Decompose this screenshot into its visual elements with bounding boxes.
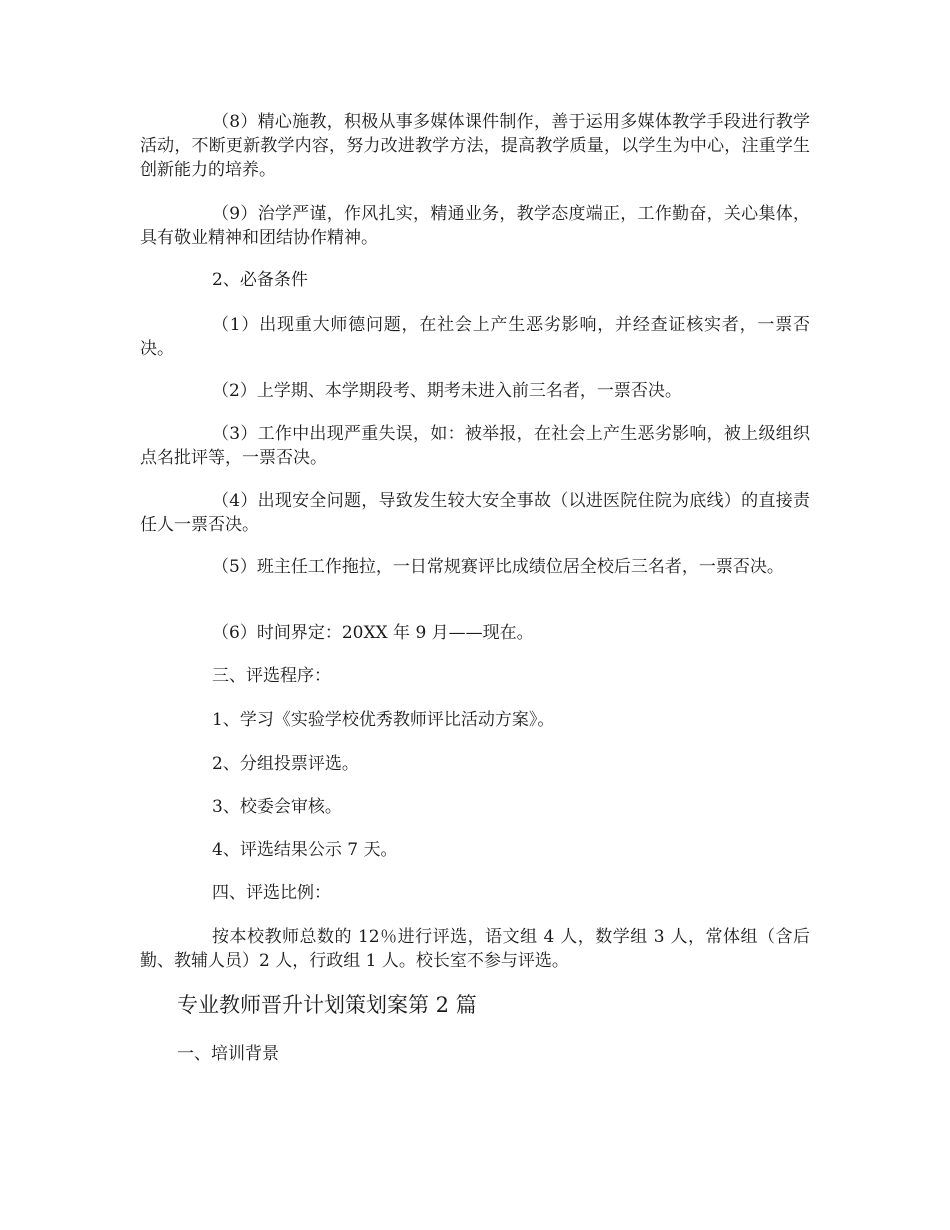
- paragraph-condition-3: （3）工作中出现严重失误，如：被举报，在社会上产生恶劣影响，被上级组织点名批评等，一票否决。: [140, 424, 810, 468]
- paragraph-procedure-4: 4、评选结果公示 7 天。: [212, 840, 398, 860]
- paragraph-condition-2: （2）上学期、本学期段考、期考未进入前三名者，一票否决。: [212, 381, 682, 401]
- paragraph-required-conditions: 2、必备条件: [212, 270, 308, 290]
- paragraph-criterion-8: （8）精心施教，积极从事多媒体课件制作，善于运用多媒体教学手段进行教学活动，不断更新教学内容，努力改进教学方法，提高教学质量，以学生为中心，注重学生创新能力的培养。: [140, 112, 810, 180]
- paragraph-procedure-1: 1、学习《实验学校优秀教师评比活动方案》。: [212, 710, 555, 730]
- paragraph-condition-4: （4）出现安全问题，导致发生较大安全事故（以进医院住院为底线）的直接责任人一票否决。: [140, 491, 810, 535]
- paragraph-ratio-details: 按本校教师总数的 12％进行评选，语文组 4 人，数学组 3 人，常体组（含后勤、教辅人员）2 人，行政组 1 人。校长室不参与评选。: [140, 927, 810, 971]
- paragraph-condition-6: （6）时间界定：20XX 年 9 月——现在。: [212, 623, 534, 643]
- paragraph-selection-ratio: 四、评选比例：: [212, 883, 331, 903]
- section-heading: 专业教师晋升计划策划案第 2 篇: [177, 993, 477, 1017]
- paragraph-criterion-9: （9）治学严谨，作风扎实，精通业务，教学态度端正，工作勤奋，关心集体，具有敬业精神和团结协作精神。: [140, 204, 810, 248]
- section-subheading: 一、培训背景: [177, 1044, 279, 1064]
- paragraph-procedure-2: 2、分组投票评选。: [212, 754, 359, 774]
- paragraph-procedure-3: 3、校委会审核。: [212, 797, 342, 817]
- paragraph-condition-5: （5）班主任工作拖拉，一日常规赛评比成绩位居全校后三名者，一票否决。: [212, 557, 784, 577]
- paragraph-selection-procedure: 三、评选程序：: [212, 666, 331, 686]
- paragraph-condition-1: （1）出现重大师德问题，在社会上产生恶劣影响，并经查证核实者，一票否决。: [140, 315, 810, 359]
